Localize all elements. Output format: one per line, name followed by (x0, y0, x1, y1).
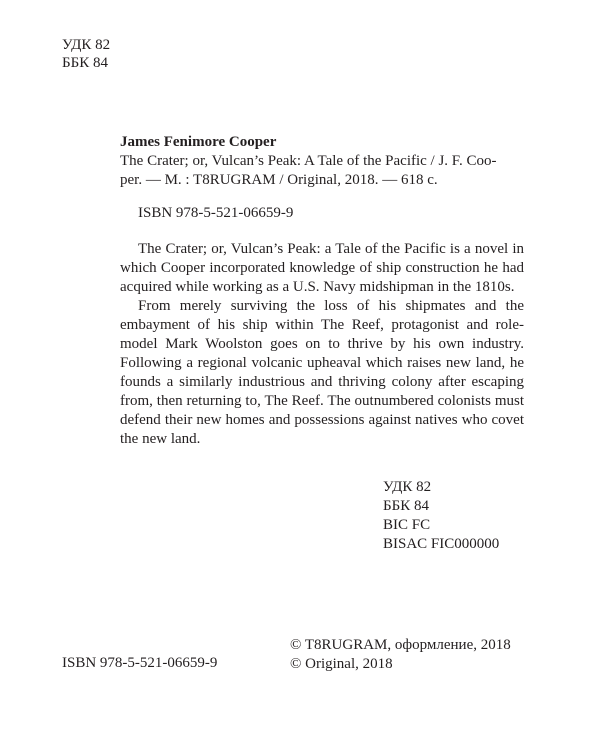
copyright-line-1: © T8RUGRAM, оформление, 2018 (290, 637, 511, 653)
author-name: James Fenimore Cooper (120, 134, 277, 150)
udk-code: УДК 82 (62, 37, 111, 53)
bic-code: BIC FC (383, 517, 431, 533)
annotation-paragraph-2: From merely surviving the loss of his shipmates and the embayment of his ship within The Reef, protagonist and role-model Mark Woolston goes on to thrive by his own industry. Following a regional volcanic upheaval which raises new land, he founds a similarly industrious and thriving colony after escaping from, then returning to, The Reef. The outnumbered colonists must defend their new homes and possessions against natives who covet the new land. (120, 298, 524, 447)
copyright-block (290, 636, 511, 674)
annotation (120, 240, 524, 449)
copyright-line-2: © Original, 2018 (290, 656, 393, 672)
bottom-classification-codes (383, 478, 499, 554)
bisac-code: BISAC FIC000000 (383, 536, 500, 552)
bbk-code-bottom: ББК 84 (383, 498, 429, 514)
bbk-code: ББК 84 (62, 55, 108, 71)
footer-isbn: ISBN 978-5-521-06659-9 (62, 655, 218, 671)
title-line-1: The Crater; or, Vulcan’s Peak: A Tale of the Pacific / J. F. Coo- (120, 153, 497, 169)
bibliographic-record (120, 133, 524, 190)
udk-code-bottom: УДК 82 (383, 479, 432, 495)
annotation-paragraph-1: The Crater; or, Vulcan’s Peak: a Tale of the Pacific is a novel in which Cooper incorporated knowledge of ship construction he had acquired while working as a U.S. Navy midshipman in the 1810s. (120, 241, 524, 295)
title-line-2: per. — M. : T8RUGRAM / Original, 2018. — 618 c. (120, 172, 438, 188)
top-classification-codes (62, 36, 110, 72)
isbn-record: ISBN 978-5-521-06659-9 (138, 205, 294, 221)
